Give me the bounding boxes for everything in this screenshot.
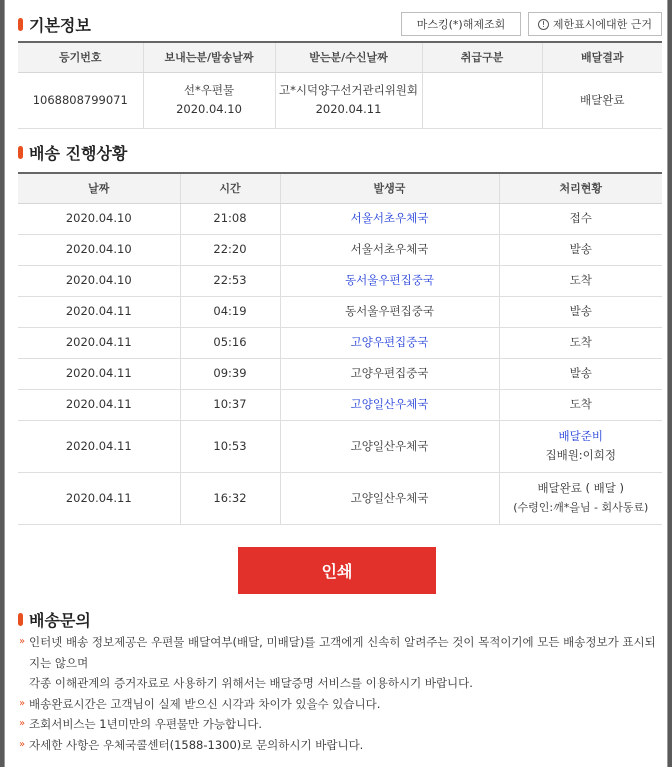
carrier-name: 집배원:이희정 xyxy=(545,448,617,462)
row-office xyxy=(280,203,499,234)
row-status xyxy=(499,420,662,472)
list-item xyxy=(19,632,659,694)
note-text: 인터넷 배송 정보제공은 우편물 배달여부(배달, 미배달)를 고객에게 신속히 알려주는 것이 목적이기에 모든 배송정보가 표시되지는 않으며 xyxy=(29,635,656,670)
row-office xyxy=(280,389,499,420)
row-status: 도착 xyxy=(499,265,662,296)
handling-cell xyxy=(422,72,542,128)
page-frame xyxy=(4,0,668,767)
section-marker-icon xyxy=(18,613,23,626)
col-header-handling: 취급구분 xyxy=(422,42,542,72)
masking-release-button[interactable]: 마스킹(*)해제조회 xyxy=(401,12,521,36)
row-time: 10:53 xyxy=(180,420,280,472)
inquiry-title xyxy=(18,608,91,631)
row-date: 2020.04.11 xyxy=(18,296,180,327)
office-link[interactable]: 서울서초우체국 xyxy=(350,211,429,225)
section-marker-icon xyxy=(18,18,23,31)
office-link[interactable]: 고양일산우체국 xyxy=(350,397,429,411)
col-header-time: 시간 xyxy=(180,173,280,203)
col-header-date: 날짜 xyxy=(18,173,180,203)
inquiry-title-text: 배송문의 xyxy=(29,611,91,630)
table-row xyxy=(18,472,662,524)
recipient-info: (수령인:깨*을님 - 회사동료) xyxy=(513,501,649,514)
row-status: 발송 xyxy=(499,358,662,389)
row-office: 서울서초우체국 xyxy=(280,234,499,265)
table-row xyxy=(18,234,662,265)
sender-name: 선*우편물 xyxy=(183,83,235,97)
col-header-receiver: 받는분/수신날짜 xyxy=(275,42,422,72)
row-date: 2020.04.11 xyxy=(18,327,180,358)
list-item xyxy=(19,714,659,735)
progress-title-text: 배송 진행상황 xyxy=(29,144,128,163)
col-header-sender: 보내는분/발송날짜 xyxy=(143,42,275,72)
print-button[interactable]: 인쇄 xyxy=(238,547,436,594)
sender-cell xyxy=(143,72,275,128)
basic-info-header-row xyxy=(18,42,662,72)
progress-title xyxy=(18,141,127,164)
row-date: 2020.04.11 xyxy=(18,420,180,472)
restriction-basis-button[interactable] xyxy=(528,12,662,36)
receiver-name: 고*시덕양구선거관리위원회 xyxy=(278,83,419,97)
row-date: 2020.04.11 xyxy=(18,389,180,420)
row-status: 발송 xyxy=(499,296,662,327)
table-row xyxy=(18,327,662,358)
col-header-office: 발생국 xyxy=(280,173,499,203)
row-time: 04:19 xyxy=(180,296,280,327)
note-text: 자세한 사항은 우체국콜센터(1588-1300)로 문의하시기 바랍니다. xyxy=(29,737,364,752)
row-status: 발송 xyxy=(499,234,662,265)
col-header-status: 처리현황 xyxy=(499,173,662,203)
delivery-complete-status: 배달완료 ( 배달 ) xyxy=(537,481,625,495)
row-date: 2020.04.10 xyxy=(18,265,180,296)
result-cell: 배달완료 xyxy=(542,72,662,128)
table-row xyxy=(18,358,662,389)
restriction-basis-label: 제한표시에대한 근거 xyxy=(552,18,653,31)
office-link[interactable]: 동서울우편집중국 xyxy=(345,273,434,287)
row-office: 동서울우편집중국 xyxy=(280,296,499,327)
bullet-arrow-icon: » xyxy=(19,738,26,750)
section-marker-icon xyxy=(18,146,23,159)
bullet-arrow-icon: » xyxy=(19,697,26,709)
row-office: 고양일산우체국 xyxy=(280,420,499,472)
basic-info-title-text: 기본정보 xyxy=(29,16,91,35)
row-time: 22:20 xyxy=(180,234,280,265)
row-office xyxy=(280,327,499,358)
recv-date: 2020.04.11 xyxy=(315,102,382,116)
row-date: 2020.04.11 xyxy=(18,358,180,389)
progress-header-row xyxy=(18,173,662,203)
table-row xyxy=(18,420,662,472)
bullet-arrow-icon: » xyxy=(19,636,26,647)
row-time: 16:32 xyxy=(180,472,280,524)
list-item xyxy=(19,694,659,715)
info-icon: ! xyxy=(538,19,549,30)
row-time: 21:08 xyxy=(180,203,280,234)
table-row xyxy=(18,389,662,420)
basic-info-row xyxy=(18,72,662,128)
row-status xyxy=(499,472,662,524)
row-office: 고양일산우체국 xyxy=(280,472,499,524)
col-header-result: 배달결과 xyxy=(542,42,662,72)
send-date: 2020.04.10 xyxy=(176,102,242,116)
row-date: 2020.04.11 xyxy=(18,472,180,524)
row-status: 도착 xyxy=(499,389,662,420)
row-time: 05:16 xyxy=(180,327,280,358)
reg-no: 1068808799071 xyxy=(18,72,143,128)
delivery-prep-link[interactable]: 배달준비 xyxy=(558,429,603,443)
table-row xyxy=(18,265,662,296)
row-time: 10:37 xyxy=(180,389,280,420)
bullet-arrow-icon: » xyxy=(19,718,26,729)
row-time: 09:39 xyxy=(180,358,280,389)
row-date: 2020.04.10 xyxy=(18,203,180,234)
list-item xyxy=(19,735,659,756)
progress-table xyxy=(18,172,662,525)
note-text: 조회서비스는 1년미만의 우편물만 가능합니다. xyxy=(29,717,263,731)
receiver-cell xyxy=(275,72,422,128)
row-date: 2020.04.10 xyxy=(18,234,180,265)
note-text: 배송완료시간은 고객님이 실제 받으신 시각과 차이가 있을수 있습니다. xyxy=(29,696,381,711)
note-text: 각종 이해관계의 증거자료로 사용하기 위해서는 배달증명 서비스를 이용하시기 바랍니다. xyxy=(29,676,473,690)
table-row xyxy=(18,203,662,234)
row-status: 접수 xyxy=(499,203,662,234)
table-row xyxy=(18,296,662,327)
row-office xyxy=(280,265,499,296)
row-office: 고양우편집중국 xyxy=(280,358,499,389)
office-link[interactable]: 고양우편집중국 xyxy=(350,335,429,349)
col-header-reg-no: 등기번호 xyxy=(18,42,143,72)
row-status: 도착 xyxy=(499,327,662,358)
inquiry-notes xyxy=(19,632,659,755)
basic-info-title xyxy=(18,13,91,36)
basic-info-table xyxy=(18,41,662,129)
row-time: 22:53 xyxy=(180,265,280,296)
